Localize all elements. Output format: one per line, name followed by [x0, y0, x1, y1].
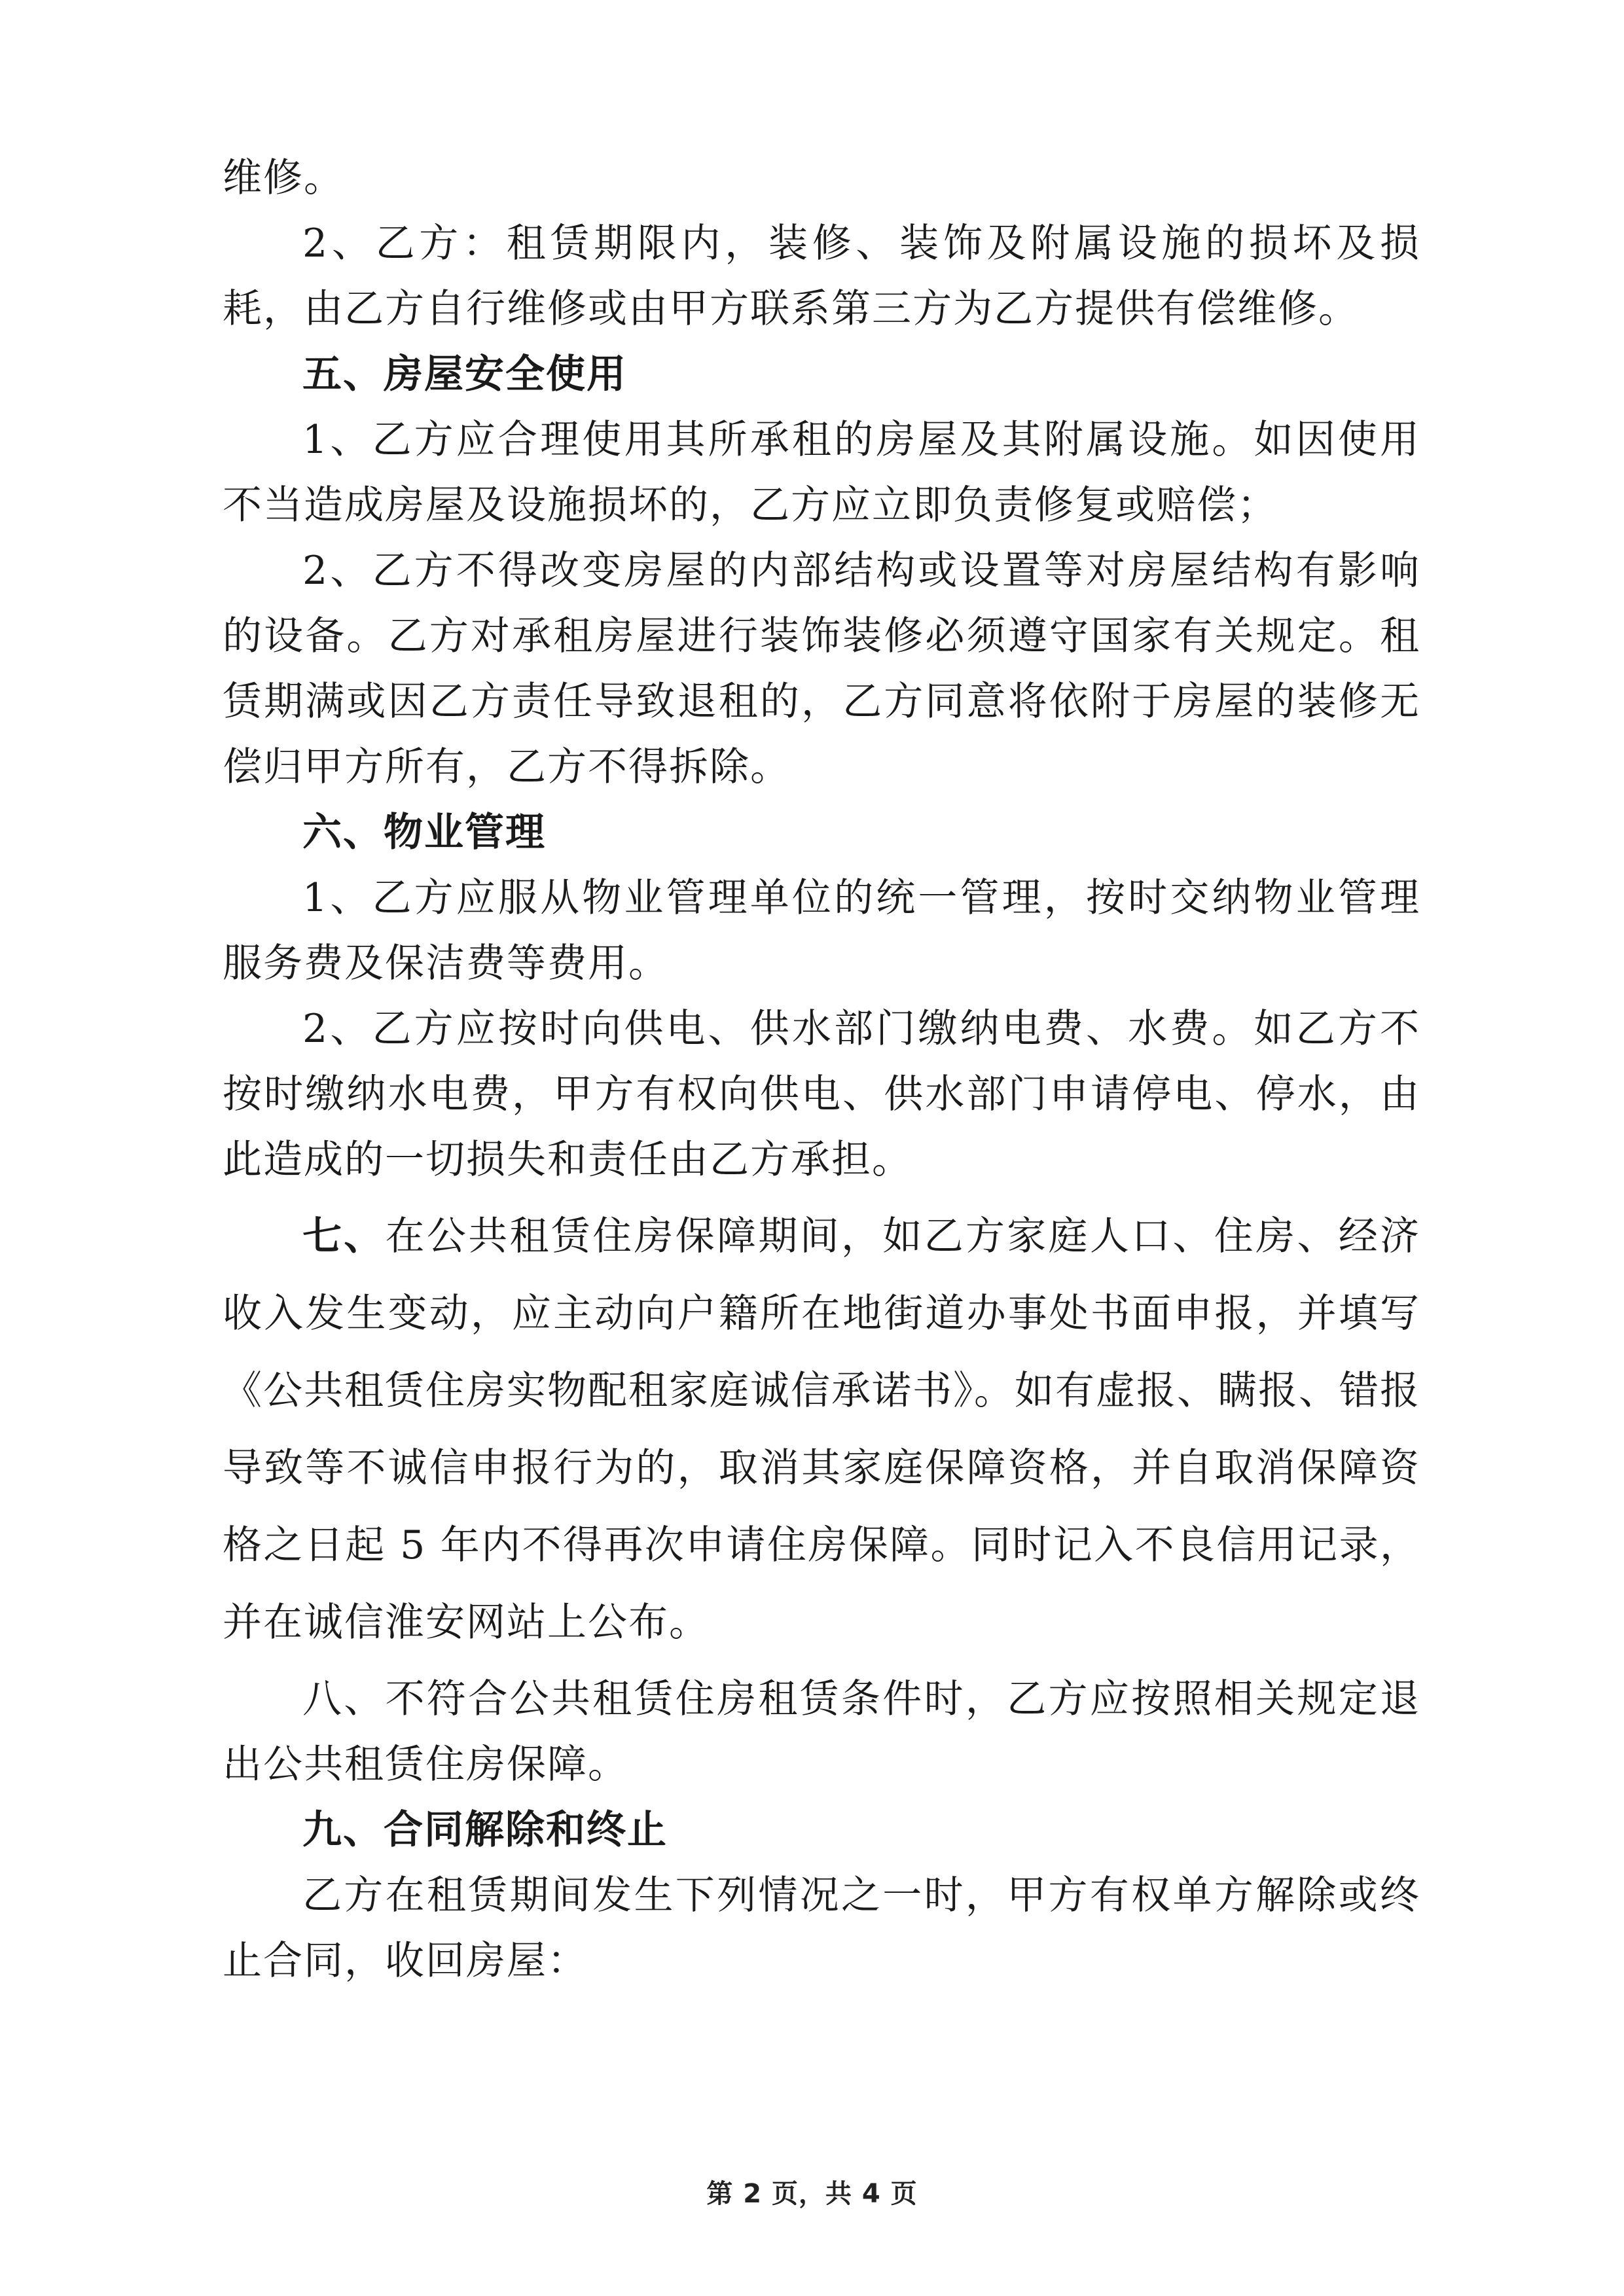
section-7-text: 在公共租赁住房保障期间，如乙方家庭人口、住房、经济收入发生变动，应主动向户籍所在地街道办事处书面申报，并填写《公共租赁住房实物配租家庭诚信承诺书》。如有虚报、瞒报、错报导致等不诚信申报行为的，取消其家庭保障资格，并自取消保障资格之日起 5 年内不得再次申请住房保障。同时记入不良信用记录，并在诚信淮安网站上公布。 [223, 1213, 1421, 1645]
paragraph-4-2: 2、乙方：租赁期限内，装修、装饰及附属设施的损坏及损耗，由乙方自行维修或由甲方联系第三方为乙方提供有偿维修。 [223, 221, 1420, 332]
section-heading-6: 六、物业管理 [302, 810, 546, 855]
paragraph-5-1: 1、乙方应合理使用其所承租的房屋及其附属设施。如因使用不当造成房屋及设施损坏的，乙方应立即负责修复或赔偿； [223, 417, 1420, 528]
section-heading-5: 五、房屋安全使用 [302, 351, 627, 397]
document-body [223, 145, 1420, 1994]
page-number-footer: 第 2 页，共 4 页 [706, 2179, 918, 2209]
section-7-number: 七、 [302, 1213, 386, 1259]
section-heading-9: 九、合同解除和终止 [302, 1807, 668, 1853]
paragraph-5-2: 2、乙方不得改变房屋的内部结构或设置等对房屋结构有影响的设备。乙方对承租房屋进行装饰装修必须遵守国家有关规定。租赁期满或因乙方责任导致退租的，乙方同意将依附于房屋的装修无偿归甲方所有，乙方不得拆除。 [223, 548, 1420, 790]
paragraph-6-1: 1、乙方应服从物业管理单位的统一管理，按时交纳物业管理服务费及保洁费等费用。 [223, 875, 1420, 986]
paragraph-8: 八、不符合公共租赁住房租赁条件时，乙方应按照相关规定退出公共租赁住房保障。 [223, 1676, 1420, 1787]
paragraph-9: 乙方在租赁期间发生下列情况之一时，甲方有权单方解除或终止合同，收回房屋： [223, 1873, 1420, 1984]
paragraph-continued: 维修。 [223, 155, 344, 201]
paragraph-6-2: 2、乙方应按时向供电、供水部门缴纳电费、水费。如乙方不按时缴纳水电费，甲方有权向供电、供水部门申请停电、停水，由此造成的一切损失和责任由乙方承担。 [223, 1006, 1420, 1183]
paragraph-7 [223, 1198, 1420, 1661]
